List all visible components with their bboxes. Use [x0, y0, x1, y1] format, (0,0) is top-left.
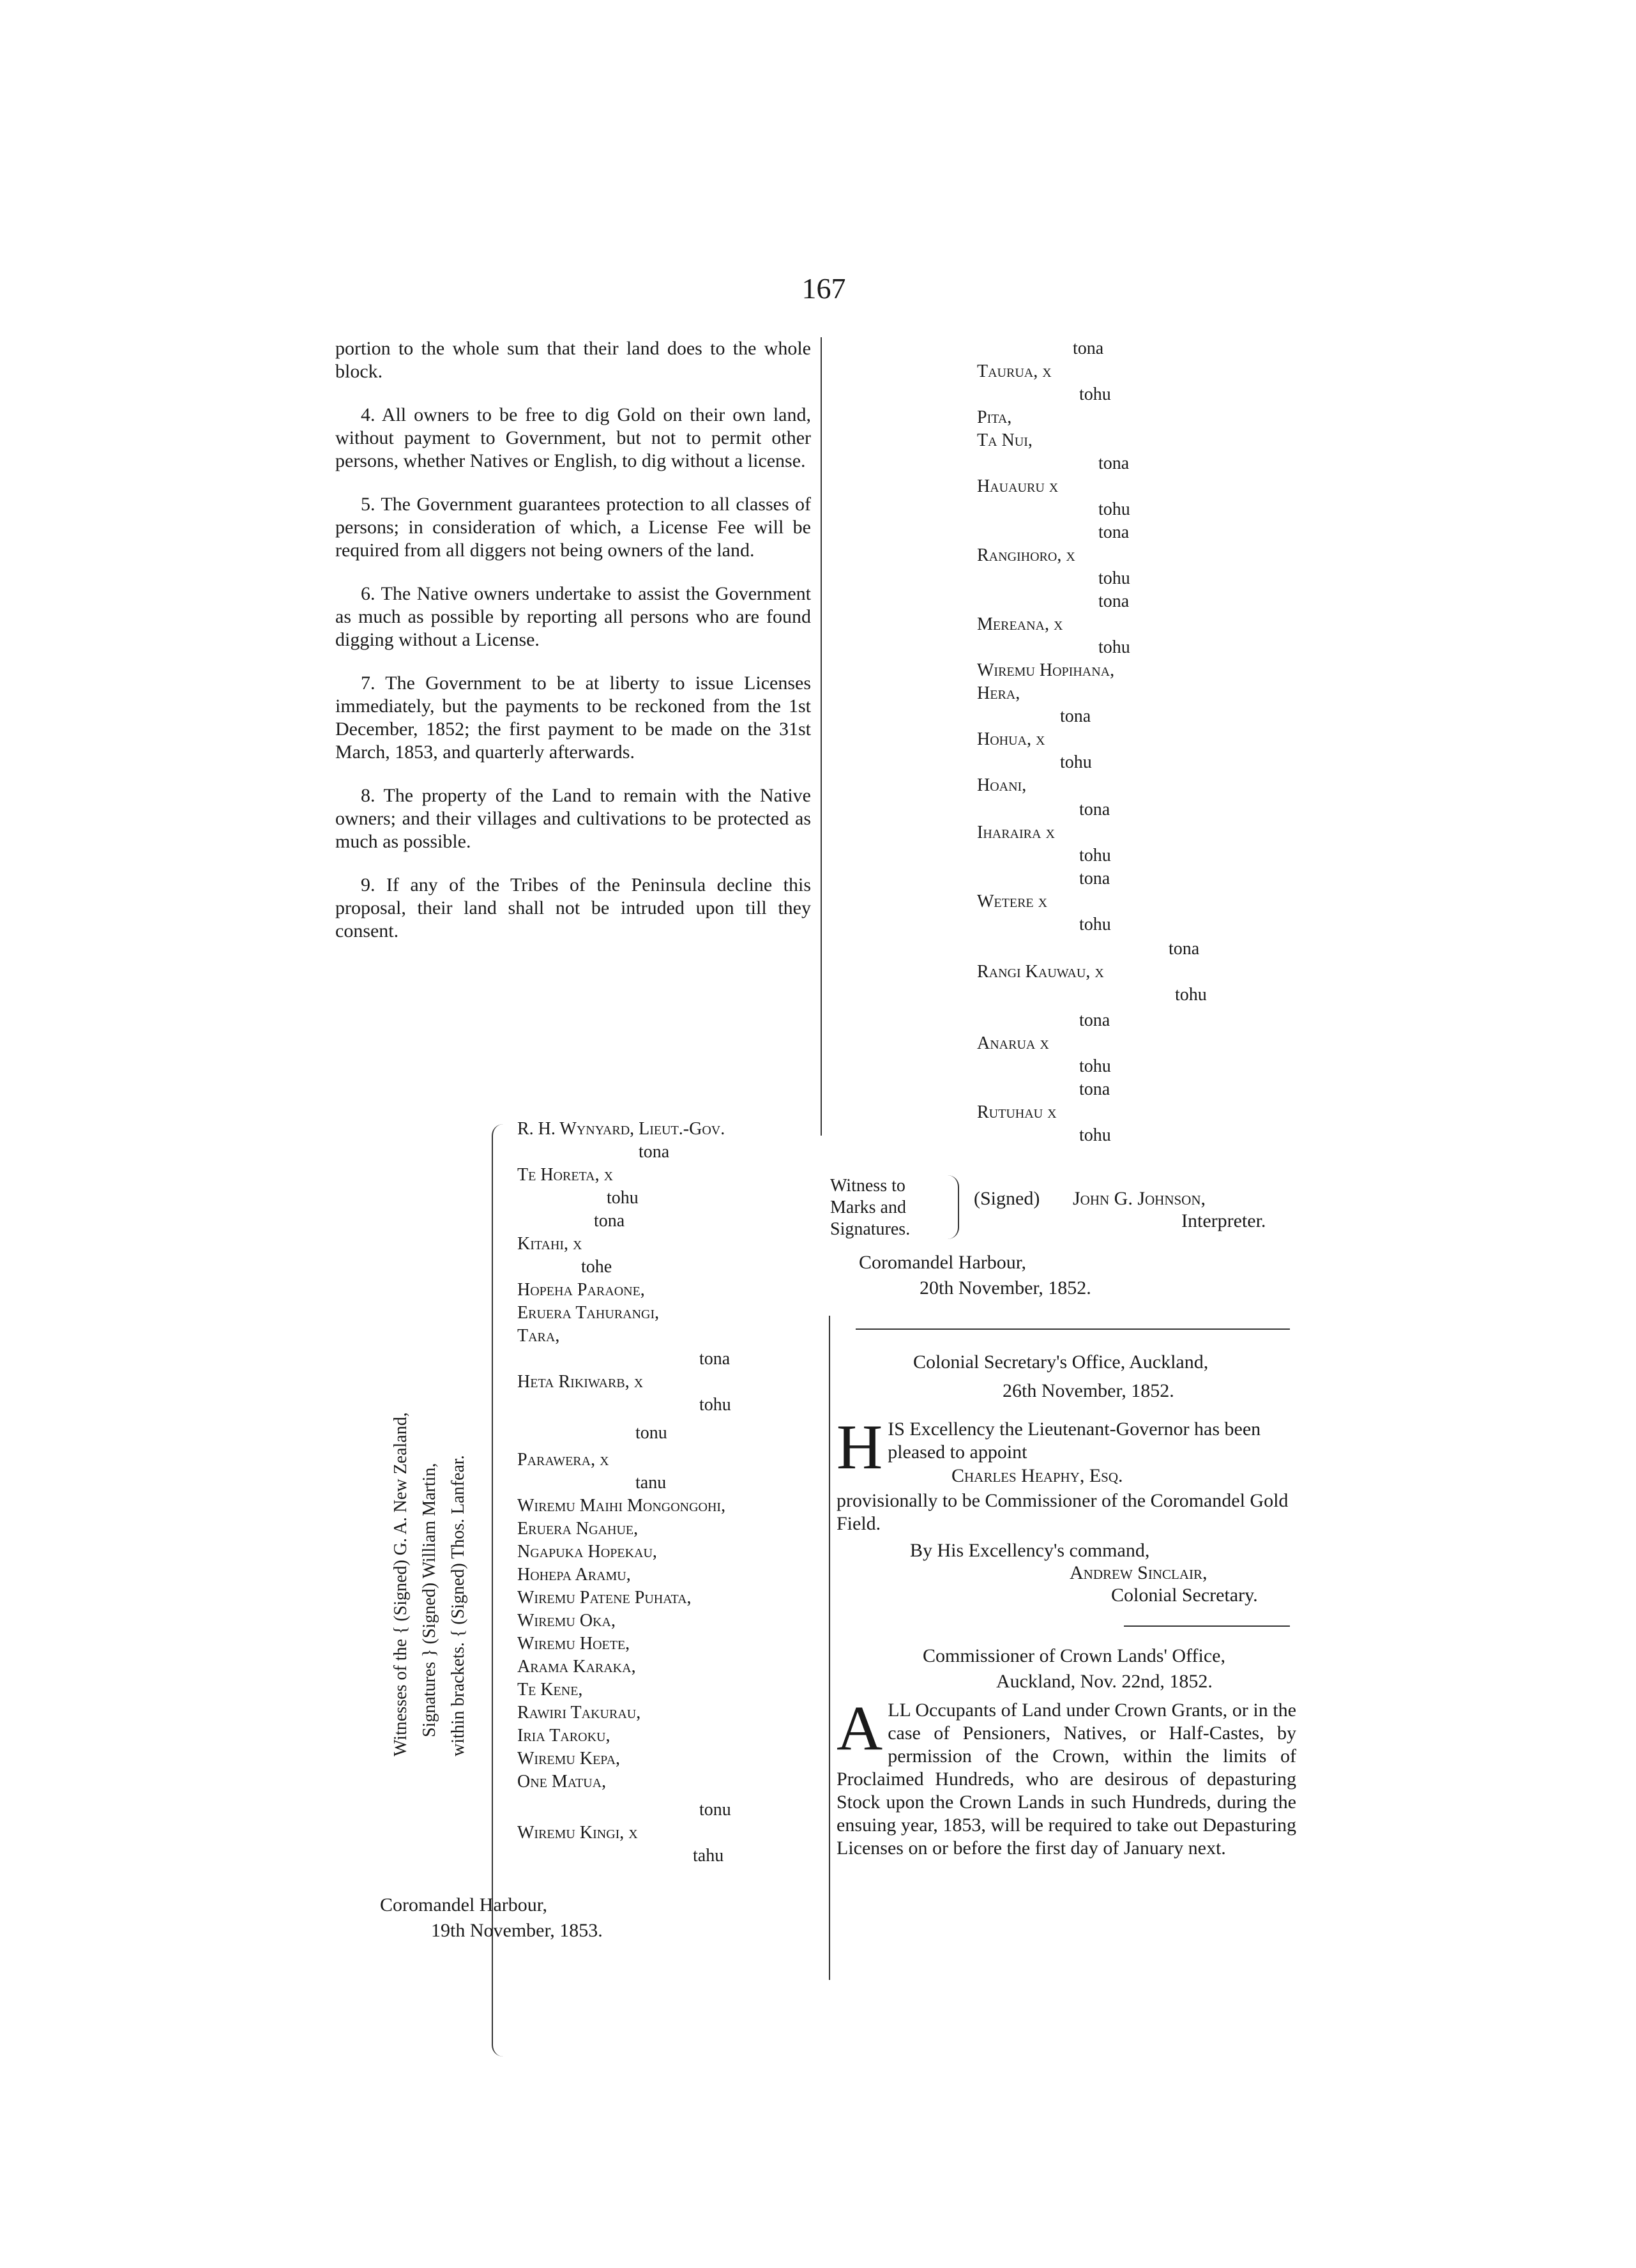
- sig-name: Wiremu Patene Puhata,: [517, 1588, 692, 1608]
- signed-label: (Signed): [974, 1188, 1040, 1209]
- notice1-body-text: IS Excellency the Lieutenant-Governor has been pleased to appoint: [888, 1419, 1261, 1463]
- sig-name: Hopeha Paraone,: [517, 1280, 645, 1300]
- sig-mark: tonu: [635, 1423, 667, 1443]
- sig-mark: tohu: [1079, 1056, 1111, 1076]
- sig-mark: tona: [1079, 869, 1110, 888]
- sig-name: Ta Nui,: [977, 430, 1033, 450]
- left-place: Coromandel Harbour,: [380, 1894, 548, 1915]
- sig-mark: tohu: [1079, 846, 1111, 865]
- sig-name: Hohepa Aramu,: [517, 1565, 631, 1585]
- sig-name: Tara,: [517, 1326, 560, 1346]
- sig-mark: tona: [1079, 1010, 1110, 1030]
- witness-brace: [945, 1175, 959, 1239]
- sig-name: Iharaira x: [977, 823, 1055, 842]
- column-divider: [821, 337, 822, 1136]
- sig-mark: tohu: [1098, 568, 1130, 588]
- sig-name: Hauauru x: [977, 476, 1059, 496]
- sig-name: Heta Rikiwarb, x: [517, 1372, 644, 1392]
- notice1-signer-title: Colonial Secretary.: [1111, 1585, 1258, 1606]
- sig-name: Arama Karaka,: [517, 1657, 636, 1677]
- notice2-date: Auckland, Nov. 22nd, 1852.: [996, 1671, 1213, 1692]
- sig-name: Wiremu Kepa,: [517, 1749, 621, 1769]
- sig-mark: tona: [1098, 522, 1130, 542]
- dropcap-h: H: [837, 1412, 883, 1482]
- sig-name: Rangi Kauwau, x: [977, 962, 1104, 982]
- sig-mark: tona: [594, 1211, 625, 1231]
- clause-5: 5. The Government guarantees protection to all classes of persons; in consideration of which, a License Fee will be required from all diggers not being owners of the land.: [335, 494, 811, 561]
- sig-name: Wetere x: [977, 892, 1048, 911]
- sig-name: Parawera, x: [517, 1450, 609, 1470]
- sig-name: Rangihoro, x: [977, 545, 1075, 565]
- sig-name: Ngapuka Hopekau,: [517, 1542, 657, 1562]
- sig-name: Hohua, x: [977, 729, 1045, 749]
- sig-mark: tohu: [1079, 1125, 1111, 1145]
- sig-mark: tona: [1079, 1079, 1110, 1099]
- sig-name: Eruera Ngahue,: [517, 1519, 639, 1539]
- sig-mark: tohe: [581, 1257, 612, 1277]
- sig-mark: tohu: [1098, 637, 1130, 657]
- signature-brace: [492, 1124, 512, 2057]
- sig-name: Kitahi, x: [517, 1234, 582, 1254]
- right-date: 20th November, 1852.: [920, 1277, 1091, 1298]
- divider-rule: [1124, 1625, 1290, 1627]
- notice1-command: By His Excellency's command,: [910, 1540, 1150, 1561]
- clause-4: 4. All owners to be free to dig Gold on their own land, without payment to Government, but not to permit other persons, whether Natives or English, to dig without a license.: [335, 404, 811, 471]
- sig-mark: tohu: [699, 1395, 731, 1415]
- sig-name: Te Kene,: [517, 1680, 583, 1700]
- witness-line-1: Witnesses of the { (Signed) G. A. New Zealand,: [391, 1412, 411, 1756]
- column-divider-lower: [829, 1316, 830, 1980]
- sig-name: Hera,: [977, 683, 1020, 703]
- continuation-text: portion to the whole sum that their land does to the whole block.: [335, 338, 811, 382]
- sig-name: Wiremu Hopihana,: [977, 660, 1115, 680]
- witness-line-2: Signatures } (Signed) William Martin,: [420, 1463, 439, 1737]
- sig-mark: tona: [1079, 800, 1110, 819]
- sig-mark: tohu: [1079, 915, 1111, 934]
- notice2-office: Commissioner of Crown Lands' Office,: [923, 1645, 1225, 1666]
- sig-name: Pita,: [977, 407, 1012, 427]
- sig-name: Wiremu Maihi Mongongohi,: [517, 1496, 726, 1516]
- page-number: 167: [801, 272, 846, 305]
- notice2-body-text: LL Occupants of Land under Crown Grants, or in the case of Pensioners, Natives, or Half-Castes, by permission of the Crown, within the limits of Proclaimed Hundreds, who are desirous of depasturing Stock upon the Crown Lands in such Hundreds, during the ensuing year, 1853, will be required to take out Depasturing Licenses on or before the first day of January next.: [837, 1700, 1296, 1859]
- sig-mark: tona: [639, 1142, 670, 1162]
- sig-name: Iria Taroku,: [517, 1726, 610, 1746]
- notice1-date: 26th November, 1852.: [1003, 1380, 1174, 1401]
- clause-8: 8. The property of the Land to remain with the Native owners; and their villages and cultivations to be protected as much as possible.: [335, 785, 811, 852]
- sig-mark: tanu: [635, 1473, 667, 1493]
- sig-governor: R. H. Wynyard, Lieut.-Gov.: [517, 1119, 725, 1139]
- sig-mark: tona: [1060, 706, 1091, 726]
- sig-name: One Matua,: [517, 1772, 607, 1792]
- sig-name: Mereana, x: [977, 614, 1063, 634]
- sig-mark: tohu: [1079, 384, 1111, 404]
- sig-name: Rawiri Takurau,: [517, 1703, 641, 1723]
- notice1-office: Colonial Secretary's Office, Auckland,: [913, 1351, 1209, 1373]
- sig-name: Wiremu Kingi, x: [517, 1823, 638, 1843]
- sig-mark: tohu: [1060, 752, 1092, 772]
- sig-name: Eruera Tahurangi,: [517, 1303, 660, 1323]
- sig-mark: tohu: [1175, 985, 1207, 1005]
- sig-mark: tohu: [607, 1188, 639, 1208]
- sig-name: Te Horeta, x: [517, 1165, 614, 1185]
- sig-name: Wiremu Oka,: [517, 1611, 616, 1631]
- left-date: 19th November, 1853.: [431, 1920, 603, 1941]
- sig-mark: tohu: [1098, 499, 1130, 519]
- left-column: [335, 337, 811, 963]
- divider-rule: [856, 1328, 1290, 1330]
- sig-name: Rutuhau x: [977, 1102, 1057, 1122]
- appointee-name: Charles Heaphy, Esq.: [951, 1465, 1123, 1486]
- notice1-body-2: provisionally to be Commissioner of the Coromandel Gold Field.: [837, 1490, 1289, 1534]
- sig-mark: tona: [1073, 339, 1104, 358]
- witness-line-3: within brackets. { (Signed) Thos. Lanfear.: [448, 1455, 468, 1756]
- clause-9: 9. If any of the Tribes of the Peninsula decline this proposal, their land shall not be intruded upon till they consent.: [335, 874, 811, 941]
- sig-mark: tahu: [693, 1846, 724, 1866]
- notice2-body: [837, 1693, 1296, 1860]
- sig-mark: tona: [1098, 453, 1130, 473]
- notice1-signer: Andrew Sinclair,: [1070, 1562, 1208, 1583]
- clause-7: 7. The Government to be at liberty to issue Licenses immediately, but the payments to be reckoned from the 1st December, 1852; the first payment to be made on the 31st March, 1853, and quarterly afterwards.: [335, 673, 811, 763]
- right-place: Coromandel Harbour,: [859, 1252, 1027, 1273]
- sig-mark: tona: [1098, 591, 1130, 611]
- sig-name: Wiremu Hoete,: [517, 1634, 630, 1654]
- interpreter-title: Interpreter.: [1181, 1210, 1266, 1231]
- sig-name: Taurua, x: [977, 362, 1052, 381]
- witness-to-marks-label: Witness to Marks and Signatures.: [830, 1176, 911, 1239]
- sig-mark: tona: [1169, 939, 1200, 959]
- sig-mark: tona: [699, 1349, 731, 1369]
- sig-name: Hoani,: [977, 775, 1027, 795]
- sig-name: Anarua x: [977, 1033, 1049, 1053]
- interpreter-name: John G. Johnson,: [1073, 1188, 1206, 1209]
- clause-6: 6. The Native owners undertake to assist the Government as much as possible by reporting all persons who are found digging without a License.: [335, 583, 811, 650]
- dropcap-a: A: [837, 1693, 883, 1763]
- sig-mark: tonu: [699, 1800, 731, 1820]
